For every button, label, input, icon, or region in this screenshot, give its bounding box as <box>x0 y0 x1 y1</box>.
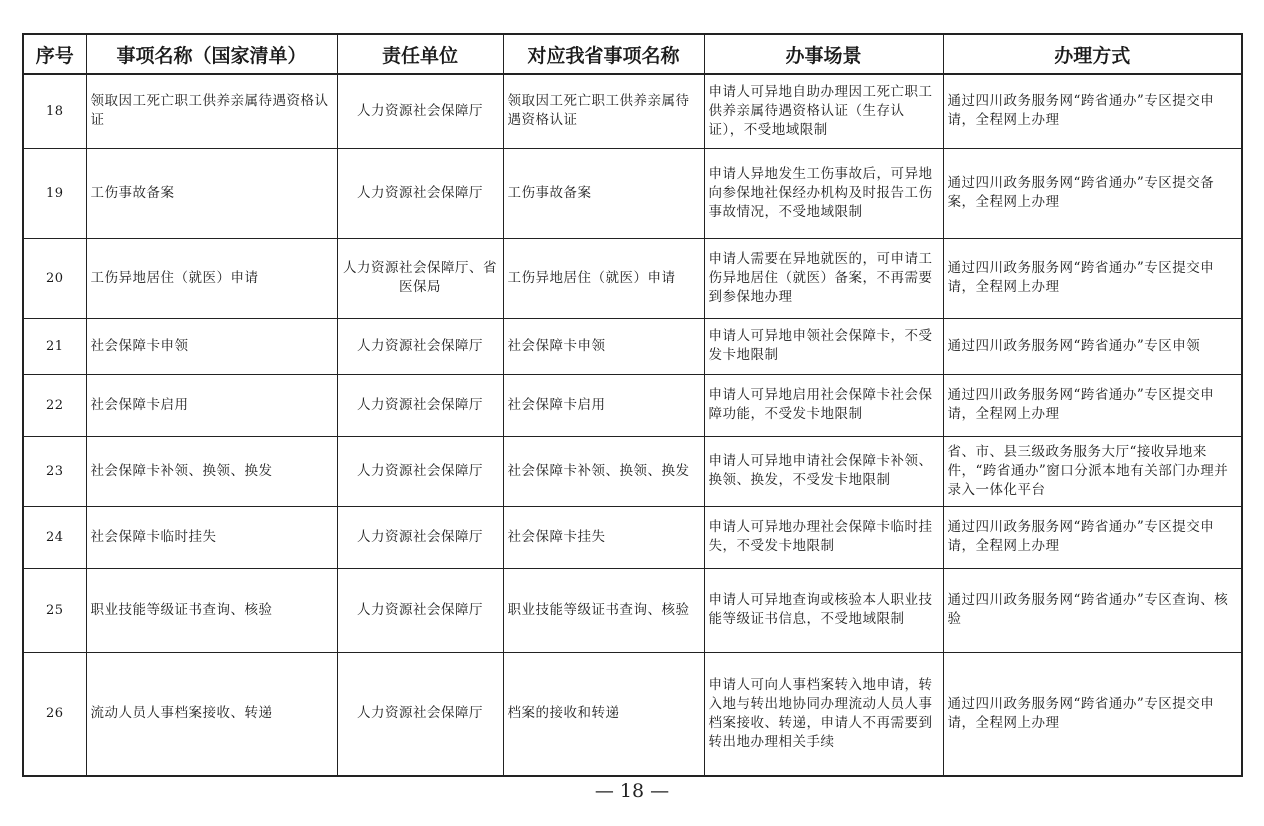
cell-province-item-name: 档案的接收和转递 <box>503 652 704 776</box>
table-row <box>23 568 1242 652</box>
cell-method: 省、市、县三级政务服务大厅“接收异地来件，“跨省通办”窗口分派本地有关部门办理并录入一体化平台 <box>943 436 1242 506</box>
cell-province-item-name: 工伤异地居住（就医）申请 <box>503 238 704 318</box>
cell-responsible-unit: 人力资源社会保障厅 <box>337 436 503 506</box>
cell-item-name: 社会保障卡临时挂失 <box>86 506 337 568</box>
cell-responsible-unit: 人力资源社会保障厅 <box>337 374 503 436</box>
cell-item-name: 职业技能等级证书查询、核验 <box>86 568 337 652</box>
header-responsible-unit: 责任单位 <box>337 34 503 74</box>
table-row <box>23 318 1242 374</box>
cell-province-item-name: 职业技能等级证书查询、核验 <box>503 568 704 652</box>
header-serial-number: 序号 <box>23 34 86 74</box>
cell-scenario: 申请人可向人事档案转入地申请，转入地与转出地协同办理流动人员人事档案接收、转递，申请人不再需要到转出地办理相关手续 <box>704 652 943 776</box>
cell-scenario: 申请人可异地办理社会保障卡临时挂失，不受发卡地限制 <box>704 506 943 568</box>
cell-item-name: 社会保障卡申领 <box>86 318 337 374</box>
table-header-row <box>23 34 1242 74</box>
cell-province-item-name: 社会保障卡补领、换领、换发 <box>503 436 704 506</box>
table-row <box>23 374 1242 436</box>
cell-responsible-unit: 人力资源社会保障厅 <box>337 148 503 238</box>
cell-scenario: 申请人可异地申领社会保障卡，不受发卡地限制 <box>704 318 943 374</box>
cell-province-item-name: 领取因工死亡职工供养亲属待遇资格认证 <box>503 74 704 148</box>
cell-serial-number: 18 <box>23 74 86 148</box>
service-items-table <box>22 33 1243 777</box>
cell-province-item-name: 工伤事故备案 <box>503 148 704 238</box>
table-row <box>23 436 1242 506</box>
document-page <box>22 33 1241 777</box>
cell-scenario: 申请人可异地启用社会保障卡社会保障功能，不受发卡地限制 <box>704 374 943 436</box>
cell-scenario: 申请人需要在异地就医的，可申请工伤异地居住（就医）备案，不再需要到参保地办理 <box>704 238 943 318</box>
cell-serial-number: 20 <box>23 238 86 318</box>
cell-serial-number: 22 <box>23 374 86 436</box>
cell-serial-number: 19 <box>23 148 86 238</box>
table-row <box>23 74 1242 148</box>
cell-method: 通过四川政务服务网“跨省通办”专区申领 <box>943 318 1242 374</box>
cell-item-name: 工伤事故备案 <box>86 148 337 238</box>
page-number: — 18 — <box>594 780 670 802</box>
cell-method: 通过四川政务服务网“跨省通办”专区提交申请，全程网上办理 <box>943 374 1242 436</box>
cell-method: 通过四川政务服务网“跨省通办”专区提交申请，全程网上办理 <box>943 74 1242 148</box>
cell-method: 通过四川政务服务网“跨省通办”专区提交申请，全程网上办理 <box>943 506 1242 568</box>
cell-scenario: 申请人异地发生工伤事故后，可异地向参保地社保经办机构及时报告工伤事故情况，不受地域限制 <box>704 148 943 238</box>
cell-responsible-unit: 人力资源社会保障厅、省医保局 <box>337 238 503 318</box>
cell-method: 通过四川政务服务网“跨省通办”专区查询、核验 <box>943 568 1242 652</box>
cell-responsible-unit: 人力资源社会保障厅 <box>337 506 503 568</box>
cell-serial-number: 23 <box>23 436 86 506</box>
header-item-name: 事项名称（国家清单） <box>86 34 337 74</box>
cell-item-name: 社会保障卡启用 <box>86 374 337 436</box>
cell-method: 通过四川政务服务网“跨省通办”专区提交申请，全程网上办理 <box>943 238 1242 318</box>
cell-province-item-name: 社会保障卡申领 <box>503 318 704 374</box>
cell-responsible-unit: 人力资源社会保障厅 <box>337 74 503 148</box>
cell-province-item-name: 社会保障卡挂失 <box>503 506 704 568</box>
cell-responsible-unit: 人力资源社会保障厅 <box>337 652 503 776</box>
cell-serial-number: 21 <box>23 318 86 374</box>
cell-responsible-unit: 人力资源社会保障厅 <box>337 568 503 652</box>
cell-method: 通过四川政务服务网“跨省通办”专区提交申请，全程网上办理 <box>943 652 1242 776</box>
table-row <box>23 652 1242 776</box>
table-row <box>23 238 1242 318</box>
cell-item-name: 工伤异地居住（就医）申请 <box>86 238 337 318</box>
cell-scenario: 申请人可异地申请社会保障卡补领、换领、换发，不受发卡地限制 <box>704 436 943 506</box>
table-row <box>23 506 1242 568</box>
cell-method: 通过四川政务服务网“跨省通办”专区提交备案，全程网上办理 <box>943 148 1242 238</box>
cell-item-name: 流动人员人事档案接收、转递 <box>86 652 337 776</box>
cell-serial-number: 24 <box>23 506 86 568</box>
header-scenario: 办事场景 <box>704 34 943 74</box>
cell-item-name: 领取因工死亡职工供养亲属待遇资格认证 <box>86 74 337 148</box>
cell-scenario: 申请人可异地自助办理因工死亡职工供养亲属待遇资格认证（生存认证），不受地域限制 <box>704 74 943 148</box>
cell-serial-number: 26 <box>23 652 86 776</box>
header-method: 办理方式 <box>943 34 1242 74</box>
cell-province-item-name: 社会保障卡启用 <box>503 374 704 436</box>
cell-responsible-unit: 人力资源社会保障厅 <box>337 318 503 374</box>
header-province-item-name: 对应我省事项名称 <box>503 34 704 74</box>
cell-item-name: 社会保障卡补领、换领、换发 <box>86 436 337 506</box>
cell-scenario: 申请人可异地查询或核验本人职业技能等级证书信息，不受地域限制 <box>704 568 943 652</box>
table-row <box>23 148 1242 238</box>
cell-serial-number: 25 <box>23 568 86 652</box>
